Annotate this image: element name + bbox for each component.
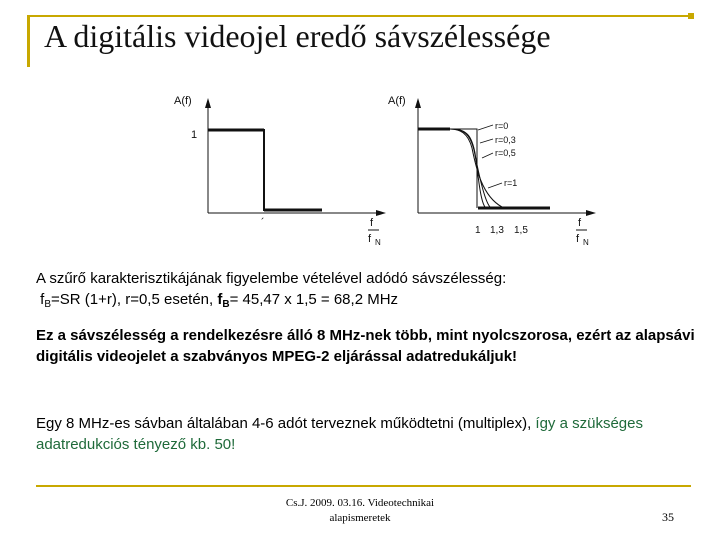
right-y-arrow bbox=[415, 98, 421, 108]
right-x-label-top: f bbox=[578, 217, 582, 229]
left-x-label-sub: N bbox=[375, 238, 381, 247]
right-x-tick-15: 1,5 bbox=[514, 225, 528, 236]
title-rule bbox=[27, 15, 692, 17]
left-y-axis-label: A(f) bbox=[174, 95, 192, 107]
right-y-axis-label: A(f) bbox=[388, 95, 406, 107]
curve-label-r1: r=1 bbox=[504, 178, 518, 188]
footer-rule bbox=[36, 485, 691, 487]
multiplex-paragraph: Egy 8 MHz-es sávban általában 4-6 adót terveznek működtetni (multiplex), így a szükséges adatredukciós tényező kb. 50! bbox=[36, 415, 643, 453]
curve-r0 bbox=[450, 129, 477, 208]
title-rule-end bbox=[688, 13, 694, 19]
bandwidth-intro: A szűrő karakterisztikájának figyelembe vételével adódó sávszélesség: bbox=[36, 270, 507, 287]
left-y-arrow bbox=[205, 98, 211, 108]
footer-text: Cs.J. 2009. 03.16. Videotechnikai alapismeretek bbox=[285, 497, 435, 524]
bandwidth-result: = 45,47 x 1,5 = 68,2 MHz bbox=[229, 291, 399, 308]
curve-label-r0: r=0 bbox=[495, 121, 509, 131]
right-x-label-bottom: f bbox=[576, 233, 580, 245]
left-x-label-top: f bbox=[370, 217, 374, 229]
bandwidth-formula: $f_B=SR$ (1+r), r=0,5 esetén, $f_B= 45,47$ x 1,5 = 68,2 MHz bbox=[40, 291, 399, 310]
curve-label-r03: r=0,3 bbox=[495, 135, 516, 145]
title-accent-bar bbox=[27, 15, 30, 67]
right-rolloff-filter-plot bbox=[388, 95, 596, 247]
left-ideal-filter-plot bbox=[174, 95, 386, 247]
slide-title: A digitális videojel eredő sávszélessége bbox=[44, 18, 551, 54]
filter-characteristic-diagram bbox=[150, 88, 610, 253]
right-x-tick-1: 1 bbox=[475, 225, 481, 236]
right-x-label-sub: N bbox=[583, 238, 589, 247]
right-x-tick-13: 1,3 bbox=[490, 225, 504, 236]
curve-r03 bbox=[452, 129, 485, 207]
reduction-factor-text: így a szükséges adatredukciós tényező kb. 50! bbox=[36, 415, 643, 453]
curve-label-r05: r=0,5 bbox=[495, 148, 516, 158]
bandwidth-paragraph bbox=[36, 268, 696, 310]
left-x-tick-label: ´ bbox=[261, 217, 265, 229]
left-x-arrow bbox=[376, 210, 386, 216]
page-number: 35 bbox=[662, 510, 674, 524]
left-ideal-response-line bbox=[208, 130, 322, 210]
left-y-tick-label: 1 bbox=[191, 129, 198, 141]
left-x-label-bottom: f bbox=[368, 233, 372, 245]
compression-paragraph: Ez a sávszélesség a rendelkezésre álló 8 MHz-nek több, mint nyolcszorosa, ezért az alapsávi digitális videojelet a szabványos MPEG-2 eljárással adatredukáljuk! bbox=[36, 327, 695, 365]
right-x-arrow bbox=[586, 210, 596, 216]
curve-r05 bbox=[450, 129, 490, 207]
